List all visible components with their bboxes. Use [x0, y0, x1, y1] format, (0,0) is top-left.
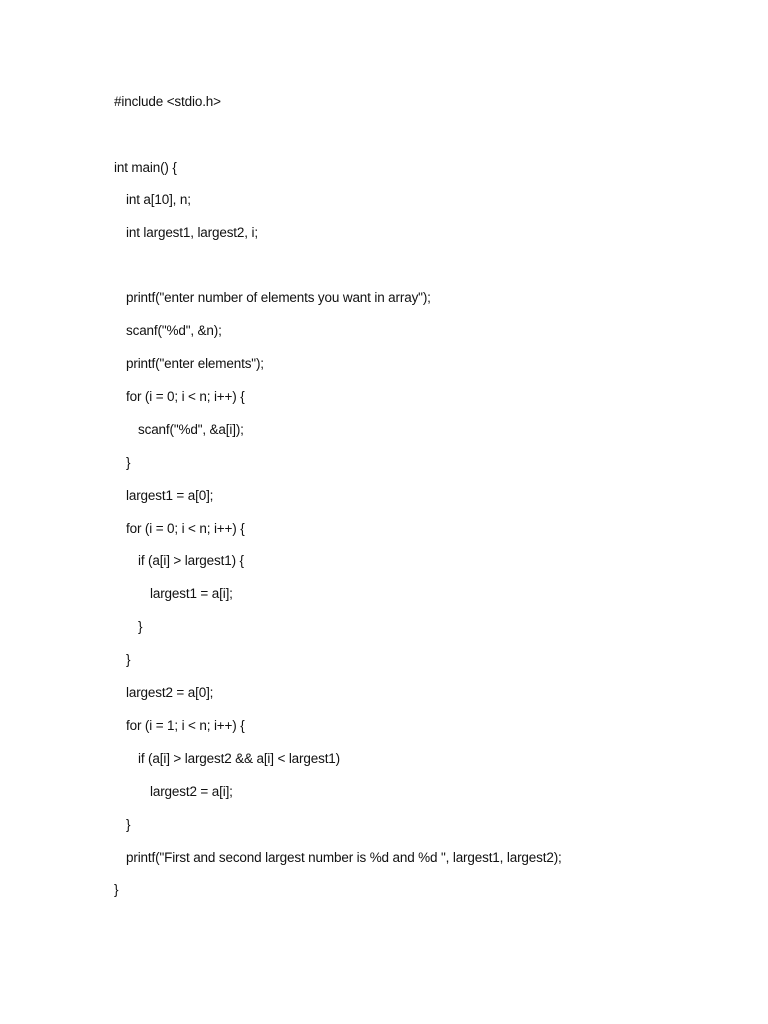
code-line-close-brace: } — [126, 817, 131, 832]
code-line-include: #include <stdio.h> — [114, 94, 221, 109]
code-line-variable-declaration: int largest1, largest2, i; — [126, 225, 258, 240]
code-line-if-largest1: if (a[i] > largest1) { — [138, 553, 244, 568]
code-line-for-input: for (i = 0; i < n; i++) { — [126, 389, 245, 404]
code-line-for-largest2: for (i = 1; i < n; i++) { — [126, 718, 245, 733]
code-line-array-declaration: int a[10], n; — [126, 192, 191, 207]
code-line-largest1-init: largest1 = a[0]; — [126, 488, 214, 503]
code-line-if-largest2: if (a[i] > largest2 && a[i] < largest1) — [138, 751, 340, 766]
code-line-printf-prompt-elements: printf("enter elements"); — [126, 356, 264, 371]
code-line-largest2-init: largest2 = a[0]; — [126, 685, 214, 700]
code-line-largest1-assign: largest1 = a[i]; — [150, 586, 233, 601]
code-line-main-close-brace: } — [114, 882, 119, 897]
code-line-printf-result: printf("First and second largest number is %d and %d ", largest1, largest2); — [126, 850, 562, 865]
code-line-printf-prompt-count: printf("enter number of elements you want in array"); — [126, 290, 431, 305]
code-line-scanf-element: scanf("%d", &a[i]); — [138, 422, 244, 437]
code-line-for-largest1: for (i = 0; i < n; i++) { — [126, 521, 245, 536]
code-line-close-brace: } — [126, 455, 131, 470]
code-line-largest2-assign: largest2 = a[i]; — [150, 784, 233, 799]
code-line-main: int main() { — [114, 160, 177, 175]
code-line-scanf-count: scanf("%d", &n); — [126, 323, 222, 338]
code-line-close-brace: } — [126, 652, 131, 667]
code-line-close-brace: } — [138, 619, 143, 634]
